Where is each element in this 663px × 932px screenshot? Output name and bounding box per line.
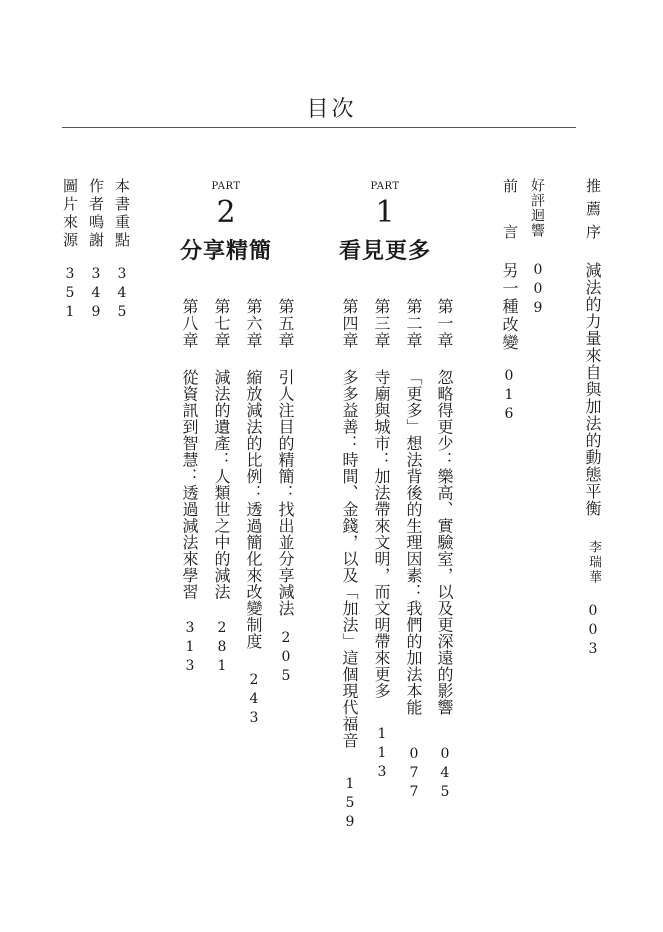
title-divider bbox=[62, 127, 576, 128]
chapter-page: 281 bbox=[214, 620, 230, 677]
chapter-title[interactable]: 多多益善：時間、金錢，以及「加法」這個現代福音 bbox=[340, 369, 359, 749]
chapter-page: 313 bbox=[182, 620, 198, 677]
chapter-label: 第五章 bbox=[276, 298, 295, 349]
part2-label: PART bbox=[211, 181, 241, 192]
chapter-label: 第四章 bbox=[340, 298, 359, 349]
back-item-page: 345 bbox=[114, 266, 130, 323]
chapter-title[interactable]: 忽略得更少：樂高、實驗室，以及更深遠的影響 bbox=[435, 369, 454, 716]
chapter-page: 113 bbox=[374, 726, 390, 783]
reviews-page: 009 bbox=[530, 262, 546, 319]
part2-number: 2 bbox=[216, 195, 236, 230]
chapter-title[interactable]: 寺廟與城市：加法帶來文明，而文明帶來更多 bbox=[372, 369, 391, 699]
reviews-label[interactable]: 好評迴響 bbox=[529, 178, 545, 238]
page-title: 目次 bbox=[306, 97, 357, 122]
part1-title[interactable]: 看見更多 bbox=[338, 238, 431, 264]
chapter-label: 第八章 bbox=[180, 298, 199, 349]
part1-number: 1 bbox=[375, 195, 395, 230]
chapter-title[interactable]: 「更多」想法背後的生理因素：我們的加法本能 bbox=[404, 369, 423, 716]
chapter-label: 第三章 bbox=[372, 298, 391, 349]
preface-author: 李瑞華 bbox=[586, 540, 601, 585]
preface-page: 003 bbox=[585, 603, 601, 660]
part2-title[interactable]: 分享精簡 bbox=[179, 238, 272, 264]
part1-label: PART bbox=[370, 181, 400, 192]
chapter-label: 第一章 bbox=[435, 298, 454, 349]
back-item-label[interactable]: 圖片來源 bbox=[61, 178, 79, 250]
foreword-title[interactable]: 另一種改變 bbox=[500, 262, 519, 352]
chapter-title[interactable]: 減法的遺產：人類世之中的減法 bbox=[212, 369, 231, 600]
chapter-label: 第六章 bbox=[244, 298, 263, 349]
chapter-page: 045 bbox=[437, 746, 453, 803]
chapter-label: 第七章 bbox=[212, 298, 231, 349]
chapter-title[interactable]: 從資訊到智慧：透過減法來學習 bbox=[180, 369, 199, 600]
chapter-label: 第二章 bbox=[404, 298, 423, 349]
back-item-label[interactable]: 作者鳴謝 bbox=[87, 178, 105, 250]
back-item-label[interactable]: 本書重點 bbox=[113, 178, 131, 250]
preface-label: 推薦序 bbox=[584, 178, 602, 247]
preface-title[interactable]: 減法的力量來自與加法的動態平衡 bbox=[583, 262, 602, 517]
chapter-page: 205 bbox=[278, 630, 294, 687]
back-item-page: 349 bbox=[88, 266, 104, 323]
back-item-page: 351 bbox=[62, 266, 78, 323]
chapter-page: 243 bbox=[246, 672, 262, 729]
chapter-page: 159 bbox=[342, 776, 358, 833]
chapter-title[interactable]: 引人注目的精簡：找出並分享減法 bbox=[276, 369, 295, 617]
foreword-label: 前 言 bbox=[501, 178, 519, 247]
chapter-page: 077 bbox=[406, 746, 422, 803]
chapter-title[interactable]: 縮放減法的比例：透過簡化來改變制度 bbox=[244, 369, 263, 650]
foreword-page: 016 bbox=[501, 368, 517, 425]
